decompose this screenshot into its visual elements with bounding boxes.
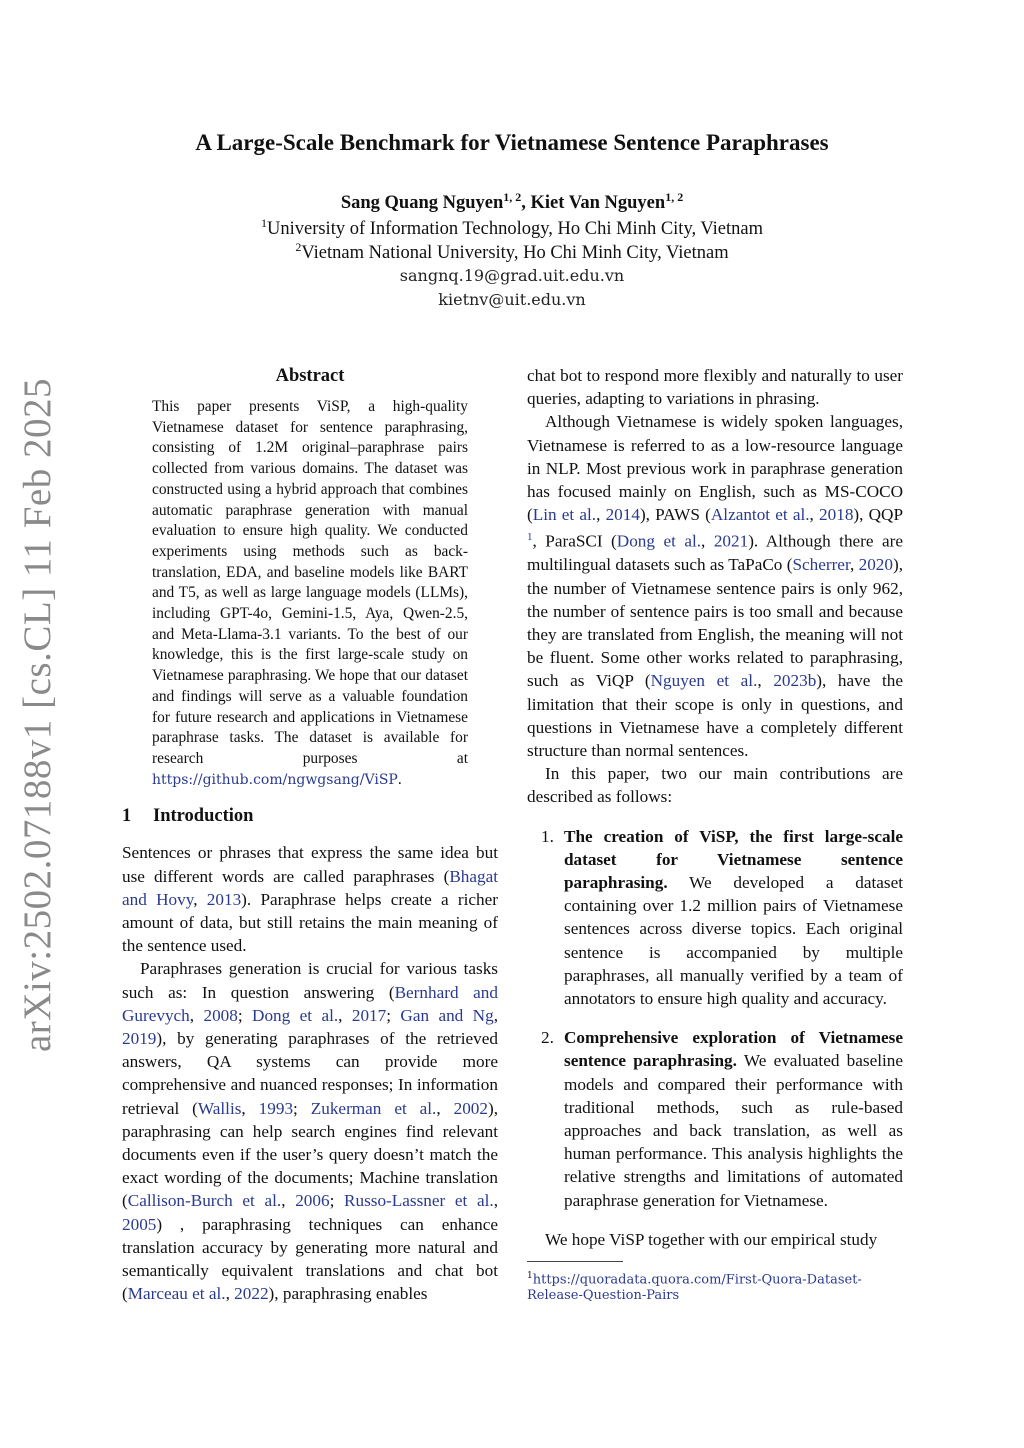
dataset-link[interactable]: https://github.com/ngwgsang/ViSP [152,771,398,788]
affiliation-text: Vietnam National University, Ho Chi Minh City, Vietnam [301,243,729,264]
author-affiliation-mark: 1, 2 [503,190,522,204]
text-run: , [849,555,859,575]
footnote [527,1268,903,1304]
affiliation-text: University of Information Technology, Ho Chi Minh City, Vietnam [266,219,763,240]
abstract-body: This paper presents ViSP, a high-quality Vietnamese dataset for sentence paraphrasing, consisting of 1.2M original–paraphrase pairs collected from various domains. The dataset was constructed using a hybrid approach that combines automatic paraphrase generation with manual evaluation to ensure high quality. We conducted experiments using methods such as back-translation, EDA, and baseline models like BART and T5, as well as large language models (LLMs), including GPT-4o, Gemini-1.5, Aya, Qwen-2.5, and Meta-Llama-3.1 variants. To the best of our knowledge, this is the first large-scale study on Vietnamese paraphrasing. We hope that our dataset and findings will serve as a valuable foundation for future research and applications in Vietnamese paraphrase tasks. The dataset is available for research purposes at [152,398,468,767]
citation-link[interactable]: 2013 [206,889,242,909]
section-number: 1 [122,806,132,827]
right-paragraph-3: We hope ViSP together with our empirical study [545,1229,878,1249]
author-name: Kiet Van Nguyen [530,193,666,214]
intro-paragraph-1 [122,841,498,957]
text-run: Although Vietnamese is widely spoken languages, Vietnamese is referred to as a low-resource language in NLP. Most previous work in paraphrase generation has focused mainly on English, such as MS-COCO ( [527,412,903,525]
citation-link[interactable]: Callison-Burch et al. [127,1191,282,1211]
citation-link[interactable]: 2008 [203,1005,238,1025]
section-heading-introduction [122,806,498,827]
text-run: ), PAWS ( [639,505,711,525]
author-name: Sang Quang Nguyen [340,193,504,214]
text-run: , [701,532,714,552]
affiliation [100,240,924,264]
text-run: ) , paraphrasing techniques can enhance translation accuracy by generating more natural and semantically equivalent translations and chat bot ( [122,1214,498,1304]
text-run: ; [237,1005,253,1025]
contribution-item [527,825,903,1011]
affiliation [100,216,924,240]
left-column [122,364,498,1305]
right-paragraph-0: chat bot to respond more flexibly and naturally to user queries, adapting to variations in phrasing. [527,366,903,409]
text-run: , [757,671,774,691]
citation-link[interactable]: Marceau et al. [127,1284,226,1304]
citation-link[interactable]: Scherrer [792,555,850,575]
right-paragraph-1 [527,410,903,762]
citation-link[interactable]: 2006 [295,1191,330,1211]
citation-link[interactable]: 1993 [258,1098,294,1118]
text-run: ), the number of Vietnamese sentence pairs is only 962, the number of sentence pairs is too small and because they are translated from English, the meaning will not be fluent. Some other works related to paraphrasing, such as ViQP ( [527,555,904,691]
citation-link[interactable]: Zukerman et al. [310,1098,437,1118]
citation-link[interactable]: 2005 [122,1214,157,1234]
affiliation-mark: 1 [260,216,267,230]
text-run: , [493,1005,498,1025]
text-run: ). Paraphrase helps create a richer amount of data, but still retains the main meaning of the sentence used. [122,889,498,956]
text-run: Paraphrases generation is crucial for various tasks such as: In question answering ( [122,959,498,1002]
footnote-reference[interactable]: 1 [527,531,533,544]
text-run: , [193,889,207,909]
citation-link[interactable]: 2021 [713,532,749,552]
text-run: , [596,505,606,525]
text-run: , [436,1098,454,1118]
text-run: ; [329,1191,345,1211]
text-run: ), by generating paraphrases of the retrieved answers, QA systems can provide more comprehensive and nuanced responses; In information retrieval ( [122,1028,498,1118]
author-list [100,190,924,214]
right-column [527,364,903,1304]
citation-link[interactable]: Lin et al. [532,505,597,525]
citation-link[interactable]: Alzantot et al. [710,505,810,525]
arxiv-identifier: arXiv:2502.07188v1 [cs.CL] 11 Feb 2025 [16,378,59,1052]
abstract-text [152,397,468,790]
contribution-item [527,1026,903,1212]
citation-link[interactable]: Dong et al. [616,532,702,552]
affiliation-mark: 2 [295,240,302,254]
right-paragraph-2: In this paper, two our main contributions are described as follows: [527,764,903,807]
text-run: , [338,1005,352,1025]
section-title: Introduction [153,806,254,827]
contribution-text: We developed a dataset containing over 1.2 million pairs of Vietnamese sentences across diverse topics. Each original sentence is accompanied by multiple paraphrases, all manually verified by a team of annotators to ensure high quality and accuracy. [564,873,903,1009]
contribution-text: We evaluated baseline models and compared their performance with traditional methods, such as rule-based approaches and back translation, as well as human performance. This analysis highlights the relative strengths and limitations of automated paraphrase generation for Vietnamese. [564,1051,903,1210]
citation-link[interactable]: 2018 [819,505,854,525]
author-affiliation-mark: 1, 2 [665,190,684,204]
text-run: , [493,1191,498,1211]
citation-link[interactable]: 2023b [773,671,817,691]
text-run: , ParaSCI ( [532,532,617,552]
text-run: ), QQP [853,505,903,525]
citation-link[interactable]: 2019 [122,1028,157,1048]
list-marker: 2. [541,1028,554,1048]
text-run: ), paraphrasing enables [268,1284,428,1304]
text-run: , [809,505,820,525]
author-email[interactable]: kietnv@uit.edu.vn [438,290,586,309]
text-run: ; [386,1005,401,1025]
citation-link[interactable]: Bernhard and Gurevych [122,982,498,1025]
list-marker: 1. [541,826,554,846]
citation-link[interactable]: 2002 [453,1098,488,1118]
text-run: ). Although there are multilingual datasets such as TaPaCo ( [527,532,903,575]
citation-link[interactable]: 2017 [351,1005,387,1025]
citation-link[interactable]: 2020 [858,555,893,575]
text-run: ; [293,1098,311,1118]
footnote-divider [527,1261,623,1262]
contribution-title: The creation of ViSP, the first large-scale dataset for Vietnamese sentence paraphrasing. [564,826,903,892]
text-run: , [241,1098,259,1118]
contribution-title: Comprehensive exploration of Vietnamese sentence paraphrasing. [564,1028,903,1071]
citation-link[interactable]: Bhagat and Hovy [122,866,498,909]
text-run: ), paraphrasing can help search engines find relevant documents even if the user’s query doesn’t match the exact wording of the documents; Machine translation ( [122,1098,498,1211]
paper-title: A Large-Scale Benchmark for Vietnamese Sentence Paraphrases [195,130,829,155]
text-run: , [281,1191,296,1211]
author-email[interactable]: sangnq.19@grad.uit.edu.vn [399,266,625,285]
citation-link[interactable]: Gan and Ng [400,1005,494,1025]
intro-paragraph-2 [122,957,498,1305]
citation-link[interactable]: Dong et al. [252,1005,339,1025]
abstract-end: . [397,770,402,788]
citation-link[interactable]: Russo-Lassner et al. [344,1191,494,1211]
footnote-link[interactable]: https://quoradata.quora.com/First-Quora-Dataset-Release-Question-Pairs [527,1272,862,1304]
text-run: Sentences or phrases that express the same idea but use different words are called paraphrases ( [122,843,498,886]
abstract-heading: Abstract [275,366,345,386]
footnote-mark: 1 [527,1271,533,1282]
text-run: , [189,1005,204,1025]
citation-link[interactable]: 2014 [605,505,640,525]
citation-link[interactable]: Nguyen et al. [650,671,758,691]
citation-link[interactable]: 2022 [234,1284,269,1304]
author-separator: , [521,193,531,214]
text-run: ), have the limitation that their scope is only in questions, and questions in Vietnamese have a completely different structure than normal sentences. [527,671,903,760]
citation-link[interactable]: Wallis [197,1098,242,1118]
contributions-list [527,825,903,1212]
text-run: , [225,1284,235,1304]
